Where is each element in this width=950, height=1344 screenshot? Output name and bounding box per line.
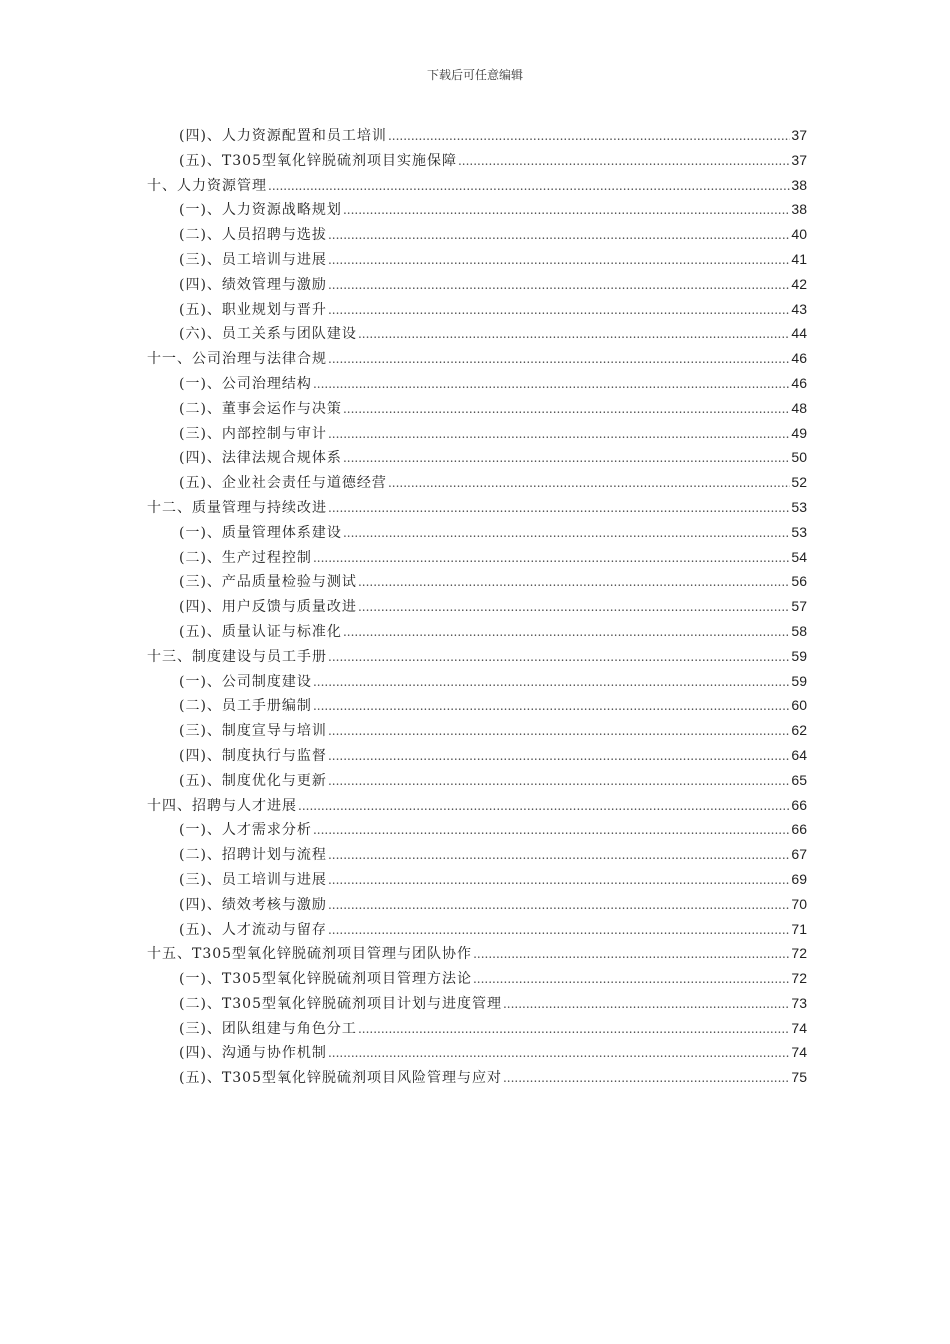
toc-page-number: 71 bbox=[791, 920, 807, 937]
toc-entry-title: (四)、人力资源配置和员工培训 bbox=[179, 128, 387, 144]
page-header: 下载后可任意编辑 bbox=[426, 68, 523, 82]
toc-dot-leader bbox=[328, 724, 790, 738]
toc-page-number: 60 bbox=[791, 697, 807, 714]
toc-dot-leader bbox=[343, 451, 790, 465]
toc-page-number: 62 bbox=[791, 722, 807, 739]
toc-entry-title: (五)、T305型氧化锌脱硫剂项目实施保障 bbox=[179, 152, 457, 169]
toc-chapter-entry[interactable] bbox=[147, 943, 807, 968]
toc-page-number: 65 bbox=[791, 771, 807, 788]
toc-page-number: 37 bbox=[791, 127, 807, 143]
toc-entry-title: (五)、T305型氧化锌脱硫剂项目风险管理与应对 bbox=[179, 1070, 502, 1087]
toc-page-number: 66 bbox=[791, 796, 807, 813]
toc-section-entry[interactable] bbox=[147, 249, 807, 274]
toc-dot-leader bbox=[313, 551, 790, 565]
toc-entry-title: (五)、职业规划与晋升 bbox=[179, 301, 327, 318]
toc-page-number: 70 bbox=[791, 895, 807, 912]
toc-entry-title: (三)、制度宣导与培训 bbox=[179, 723, 327, 740]
toc-section-entry[interactable] bbox=[147, 720, 807, 745]
toc-section-entry[interactable] bbox=[147, 844, 807, 869]
toc-section-entry[interactable] bbox=[147, 472, 807, 497]
toc-section-entry[interactable] bbox=[147, 398, 807, 423]
toc-page-number: 41 bbox=[791, 250, 807, 267]
toc-dot-leader bbox=[473, 972, 790, 986]
toc-dot-leader bbox=[268, 179, 790, 193]
toc-page-number: 57 bbox=[791, 598, 807, 615]
toc-dot-leader bbox=[358, 600, 790, 614]
toc-chapter-entry[interactable] bbox=[147, 646, 807, 671]
toc-section-entry[interactable] bbox=[147, 919, 807, 944]
toc-page-number: 69 bbox=[791, 870, 807, 887]
table-of-contents bbox=[147, 125, 807, 1092]
toc-page-number: 40 bbox=[791, 226, 807, 243]
toc-entry-title: (二)、T305型氧化锌脱硫剂项目计划与进度管理 bbox=[179, 995, 502, 1012]
toc-dot-leader bbox=[328, 501, 790, 515]
toc-entry-title: (一)、人力资源战略规划 bbox=[179, 202, 342, 219]
toc-entry-title: (三)、员工培训与进展 bbox=[179, 251, 327, 268]
toc-entry-title: (五)、制度优化与更新 bbox=[179, 772, 327, 789]
toc-section-entry[interactable] bbox=[147, 274, 807, 299]
toc-dot-leader bbox=[328, 749, 790, 763]
toc-dot-leader bbox=[343, 402, 790, 416]
toc-entry-title: (三)、团队组建与角色分工 bbox=[179, 1020, 357, 1037]
toc-dot-leader bbox=[328, 873, 790, 887]
toc-entry-title: 十一、公司治理与法律合规 bbox=[147, 351, 327, 368]
toc-section-entry[interactable] bbox=[147, 596, 807, 621]
toc-page-number: 73 bbox=[791, 994, 807, 1011]
toc-page-number: 59 bbox=[791, 672, 807, 689]
toc-section-entry[interactable] bbox=[147, 199, 807, 224]
toc-chapter-entry[interactable] bbox=[147, 348, 807, 373]
toc-entry-title: 十三、制度建设与员工手册 bbox=[147, 648, 327, 665]
toc-page-number: 58 bbox=[791, 622, 807, 639]
toc-dot-leader bbox=[313, 675, 790, 689]
toc-entry-title: (五)、企业社会责任与道德经营 bbox=[179, 475, 387, 492]
toc-entry-title: (五)、人才流动与留存 bbox=[179, 921, 327, 938]
toc-entry-title: (一)、公司治理结构 bbox=[179, 375, 312, 392]
toc-page-number: 46 bbox=[791, 374, 807, 391]
toc-section-entry[interactable] bbox=[147, 373, 807, 398]
toc-dot-leader bbox=[343, 203, 790, 217]
toc-section-entry[interactable] bbox=[147, 968, 807, 993]
toc-section-entry[interactable] bbox=[147, 695, 807, 720]
toc-page-number: 37 bbox=[791, 151, 807, 168]
toc-entry-title: (四)、沟通与协作机制 bbox=[179, 1045, 327, 1062]
toc-entry-title: (一)、T305型氧化锌脱硫剂项目管理方法论 bbox=[179, 971, 472, 988]
toc-page-number: 42 bbox=[791, 275, 807, 292]
toc-dot-leader bbox=[358, 327, 790, 341]
toc-entry-title: (四)、用户反馈与质量改进 bbox=[179, 599, 357, 616]
toc-dot-leader bbox=[343, 625, 790, 639]
toc-dot-leader bbox=[503, 997, 790, 1011]
toc-dot-leader bbox=[328, 352, 790, 366]
toc-dot-leader bbox=[503, 1071, 790, 1085]
toc-entry-title: (三)、内部控制与审计 bbox=[179, 425, 327, 442]
toc-page-number: 72 bbox=[791, 945, 807, 962]
toc-page-number: 56 bbox=[791, 573, 807, 590]
toc-page-number: 53 bbox=[791, 523, 807, 540]
toc-entry-title: 十五、T305型氧化锌脱硫剂项目管理与团队协作 bbox=[147, 946, 473, 963]
toc-entry-title: 十二、质量管理与持续改进 bbox=[147, 499, 327, 516]
toc-dot-leader bbox=[473, 947, 790, 961]
toc-page-number: 67 bbox=[791, 846, 807, 863]
toc-section-entry[interactable] bbox=[147, 671, 807, 696]
toc-entry-title: (三)、员工培训与进展 bbox=[179, 871, 327, 888]
toc-dot-leader bbox=[313, 377, 790, 391]
toc-entry-title: (四)、绩效考核与激励 bbox=[179, 896, 327, 913]
toc-section-entry[interactable] bbox=[147, 1018, 807, 1043]
toc-dot-leader bbox=[328, 228, 790, 242]
toc-page-number: 59 bbox=[791, 647, 807, 664]
toc-section-entry[interactable] bbox=[147, 770, 807, 795]
toc-entry-title: 十四、招聘与人才进展 bbox=[147, 797, 297, 814]
toc-page-number: 44 bbox=[791, 325, 807, 342]
toc-page-number: 75 bbox=[791, 1069, 807, 1086]
toc-entry-title: (四)、绩效管理与激励 bbox=[179, 276, 327, 293]
toc-dot-leader bbox=[343, 526, 790, 540]
toc-entry-title: (五)、质量认证与标准化 bbox=[179, 623, 342, 640]
toc-chapter-entry[interactable] bbox=[147, 175, 807, 200]
toc-page-number: 72 bbox=[791, 970, 807, 987]
toc-dot-leader bbox=[328, 923, 790, 937]
toc-section-entry[interactable] bbox=[147, 547, 807, 572]
toc-section-entry[interactable] bbox=[147, 993, 807, 1018]
toc-entry-title: (二)、招聘计划与流程 bbox=[179, 847, 327, 864]
toc-section-entry[interactable] bbox=[147, 323, 807, 348]
toc-section-entry[interactable] bbox=[147, 869, 807, 894]
toc-entry-title: (一)、质量管理体系建设 bbox=[179, 524, 342, 541]
toc-chapter-entry[interactable] bbox=[147, 795, 807, 820]
toc-entry-title: (四)、制度执行与监督 bbox=[179, 747, 327, 764]
toc-dot-leader bbox=[328, 427, 790, 441]
toc-chapter-entry[interactable] bbox=[147, 497, 807, 522]
toc-page-number: 48 bbox=[791, 399, 807, 416]
toc-section-entry[interactable] bbox=[147, 1067, 807, 1092]
toc-dot-leader bbox=[328, 303, 790, 317]
toc-section-entry[interactable] bbox=[147, 299, 807, 324]
toc-dot-leader bbox=[313, 699, 790, 713]
toc-dot-leader bbox=[328, 253, 790, 267]
toc-section-entry[interactable] bbox=[147, 150, 807, 175]
toc-entry-title: (二)、员工手册编制 bbox=[179, 698, 312, 715]
toc-section-entry[interactable] bbox=[147, 1042, 807, 1067]
toc-page-number: 38 bbox=[791, 201, 807, 218]
toc-dot-leader bbox=[328, 898, 790, 912]
toc-section-entry[interactable] bbox=[147, 819, 807, 844]
toc-dot-leader bbox=[298, 799, 790, 813]
toc-section-entry[interactable] bbox=[147, 125, 807, 150]
toc-entry-title: (二)、生产过程控制 bbox=[179, 549, 312, 566]
toc-entry-title: (二)、董事会运作与决策 bbox=[179, 400, 342, 417]
toc-page-number: 54 bbox=[791, 548, 807, 565]
toc-page-number: 74 bbox=[791, 1019, 807, 1036]
toc-entry-title: (四)、法律法规合规体系 bbox=[179, 450, 342, 467]
toc-section-entry[interactable] bbox=[147, 522, 807, 547]
toc-entry-title: (三)、产品质量检验与测试 bbox=[179, 574, 357, 591]
toc-entry-title: (一)、人才需求分析 bbox=[179, 822, 312, 839]
toc-dot-leader bbox=[358, 575, 790, 589]
toc-page-number: 66 bbox=[791, 821, 807, 838]
toc-page-number: 43 bbox=[791, 300, 807, 317]
toc-section-entry[interactable] bbox=[147, 621, 807, 646]
toc-dot-leader bbox=[388, 129, 790, 143]
toc-section-entry[interactable] bbox=[147, 423, 807, 448]
toc-dot-leader bbox=[313, 823, 790, 837]
toc-dot-leader bbox=[328, 848, 790, 862]
toc-section-entry[interactable] bbox=[147, 745, 807, 770]
toc-page-number: 49 bbox=[791, 424, 807, 441]
toc-section-entry[interactable] bbox=[147, 894, 807, 919]
toc-section-entry[interactable] bbox=[147, 224, 807, 249]
toc-dot-leader bbox=[328, 774, 790, 788]
toc-entry-title: (六)、员工关系与团队建设 bbox=[179, 326, 357, 343]
toc-entry-title: 十、人力资源管理 bbox=[147, 177, 267, 194]
toc-page-number: 50 bbox=[791, 449, 807, 466]
toc-section-entry[interactable] bbox=[147, 571, 807, 596]
toc-dot-leader bbox=[328, 1046, 790, 1060]
toc-dot-leader bbox=[358, 1022, 790, 1036]
toc-entry-title: (一)、公司制度建设 bbox=[179, 673, 312, 690]
toc-page-number: 38 bbox=[791, 176, 807, 193]
toc-dot-leader bbox=[328, 650, 790, 664]
toc-dot-leader bbox=[328, 278, 790, 292]
toc-page-number: 64 bbox=[791, 746, 807, 763]
toc-section-entry[interactable] bbox=[147, 447, 807, 472]
toc-dot-leader bbox=[388, 476, 790, 490]
toc-page-number: 52 bbox=[791, 474, 807, 491]
toc-dot-leader bbox=[458, 154, 790, 168]
toc-entry-title: (二)、人员招聘与选拔 bbox=[179, 227, 327, 244]
toc-page-number: 74 bbox=[791, 1044, 807, 1061]
toc-page-number: 53 bbox=[791, 498, 807, 515]
toc-page-number: 46 bbox=[791, 350, 807, 367]
